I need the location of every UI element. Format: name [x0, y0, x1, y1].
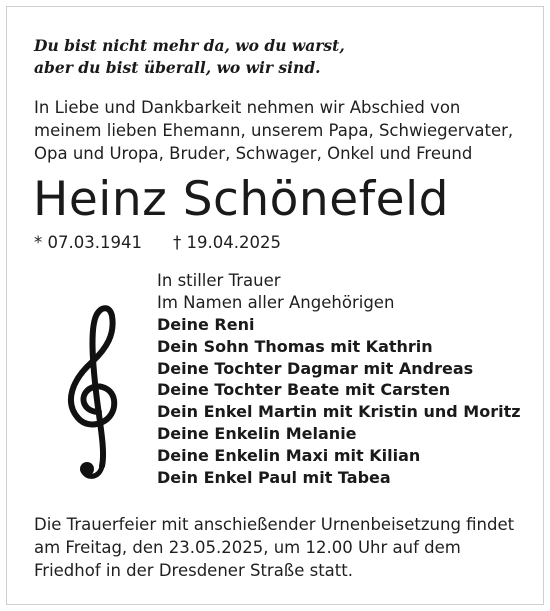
- intro-line: In Liebe und Dankbarkeit nehmen wir Abschied von: [34, 98, 461, 117]
- mourner-entry: Dein Enkel Martin mit Kristin und Moritz: [157, 402, 521, 422]
- poem-line: Du bist nicht mehr da, wo du warst,: [34, 36, 345, 55]
- notice-line: am Freitag, den 23.05.2025, um 12.00 Uhr auf dem: [34, 538, 461, 557]
- mourner-entry: Deine Tochter Dagmar mit Andreas: [157, 358, 474, 378]
- mourners-list: [157, 270, 521, 488]
- mourner-entry: Deine Enkelin Melanie: [157, 423, 357, 443]
- birth-date: * 07.03.1941: [34, 233, 142, 252]
- clef-tail-dot: [80, 462, 94, 476]
- intro-line: meinem lieben Ehemann, unserem Papa, Schwiegervater,: [34, 121, 514, 140]
- poem-quote: [34, 35, 345, 79]
- notice-line: Die Trauerfeier mit anschießender Urnenbeisetzung findet: [34, 515, 515, 534]
- mourner-entry: Deine Reni: [157, 315, 255, 334]
- mourner-entry: Dein Enkel Paul mit Tabea: [157, 467, 391, 487]
- mourner-entry: Dein Sohn Thomas mit Kathrin: [157, 336, 433, 356]
- intro-line: Opa und Uropa, Bruder, Schwager, Onkel und Freund: [34, 144, 473, 163]
- intro-text: [34, 96, 513, 165]
- funeral-notice: [34, 513, 514, 582]
- mourner-entry: Deine Tochter Beate mit Carsten: [157, 380, 451, 400]
- mourners-intro-line: In stiller Trauer: [157, 271, 281, 290]
- poem-line: aber du bist überall, wo wir sind.: [34, 58, 321, 77]
- death-date: † 19.04.2025: [173, 233, 281, 252]
- notice-line: Friedhof in der Dresdener Straße statt.: [34, 561, 353, 580]
- deceased-name: Heinz Schönefeld: [33, 172, 449, 227]
- mourner-entry: Deine Enkelin Maxi mit Kilian: [157, 445, 421, 465]
- mourners-intro-line: Im Namen aller Angehörigen: [157, 293, 395, 312]
- treble-clef-icon: [52, 300, 142, 490]
